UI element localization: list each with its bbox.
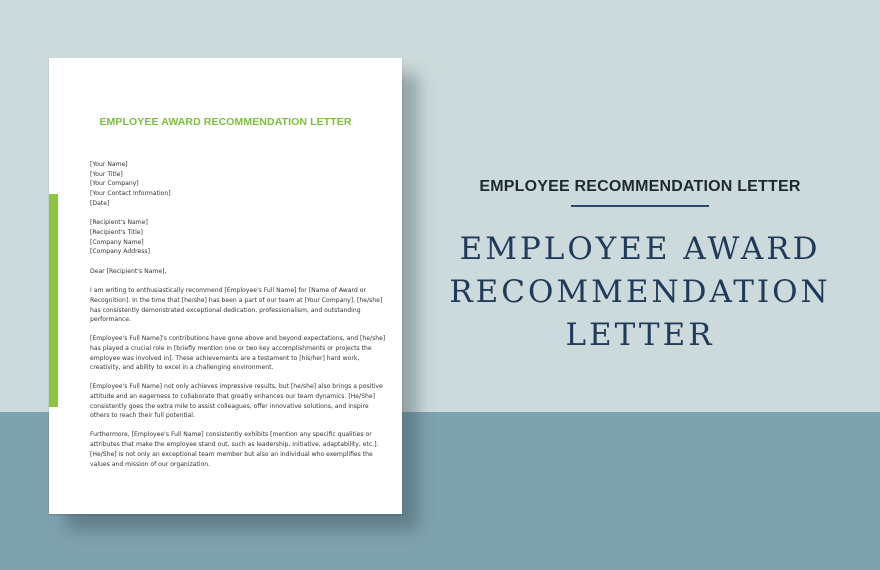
- paragraph-line: has consistently demonstrated exceptional dedication, professionalism, and outstanding: [90, 306, 361, 314]
- banner-title: [440, 228, 840, 357]
- banner-subtitle: EMPLOYEE RECOMMENDATION LETTER: [479, 178, 801, 195]
- recipient-name: [Recipient's Name]: [90, 219, 148, 227]
- sender-contact: [Your Contact Information]: [90, 190, 171, 198]
- paragraph-line: others to reach their full potential.: [90, 412, 195, 420]
- paragraph-line: I am writing to enthusiastically recommend [Employee's Full Name] for [Name of Award or: [90, 287, 366, 295]
- recipient-block: [90, 218, 372, 257]
- sender-name: [Your Name]: [90, 161, 128, 168]
- green-accent-bar: [49, 194, 58, 407]
- sender-block: [90, 160, 372, 209]
- paragraph-line: creativity, and ability to excel in a challenging environment.: [90, 364, 274, 372]
- recipient-title: [Recipient's Title]: [90, 228, 143, 236]
- sender-company: [Your Company]: [90, 180, 139, 188]
- document-body: [90, 160, 386, 479]
- salutation: [90, 267, 372, 277]
- paragraph-line: performance.: [90, 316, 131, 324]
- recipient-address: [Company Address]: [90, 248, 150, 256]
- document-title: EMPLOYEE AWARD RECOMMENDATION LETTER: [99, 116, 352, 128]
- banner-title-line-3: LETTER: [565, 317, 715, 353]
- paragraph-line: [He/She] is not only an exceptional team member but also an individual who exemplifies the: [90, 450, 373, 458]
- banner-title-line-2: RECOMMENDATION: [449, 274, 831, 310]
- recipient-company: [Company Name]: [90, 238, 144, 246]
- paragraph-line: consistently goes the extra mile to assist colleagues, offer innovative solutions, and inspire: [90, 402, 369, 410]
- paragraph-line: Furthermore, [Employee's Full Name] consistently exhibits [mention any specific qualities or: [90, 431, 372, 439]
- paragraph-4: [90, 430, 379, 469]
- paragraph-3: [90, 382, 383, 421]
- paragraph-line: [Employee's Full Name] not only achieves impressive results, but [he/she] also brings a positive: [90, 383, 383, 391]
- paragraph-2: [90, 334, 386, 373]
- paragraph-line: employee was involved in]. These achievements are a testament to [his/her] hard work,: [90, 354, 360, 362]
- sender-date: [Date]: [90, 199, 110, 207]
- paragraph-1: [90, 286, 383, 325]
- sender-title: [Your Title]: [90, 170, 123, 178]
- salutation-text: Dear [Recipient's Name],: [90, 267, 167, 275]
- paragraph-line: attributes that make the employee stand out, such as leadership, initiative, adaptability, etc.].: [90, 441, 379, 449]
- banner-title-line-1: EMPLOYEE AWARD: [459, 231, 821, 267]
- paragraph-line: [Employee's Full Name]'s contributions have gone above and beyond expectations, and [he/she]: [90, 335, 386, 343]
- paragraph-line: attitude and an eagerness to collaborate that greatly enhances our team dynamics. [He/She]: [90, 393, 375, 401]
- banner-divider: [571, 205, 709, 207]
- document-page: [49, 58, 402, 514]
- paragraph-line: Recognition]. In the time that [he/she] has been a part of our team at [Your Company], [he/she]: [90, 296, 383, 304]
- paragraph-line: has played a crucial role in [briefly mention one or two key accomplishments or projects the: [90, 344, 372, 352]
- paragraph-line: values and mission of our organization.: [90, 460, 211, 468]
